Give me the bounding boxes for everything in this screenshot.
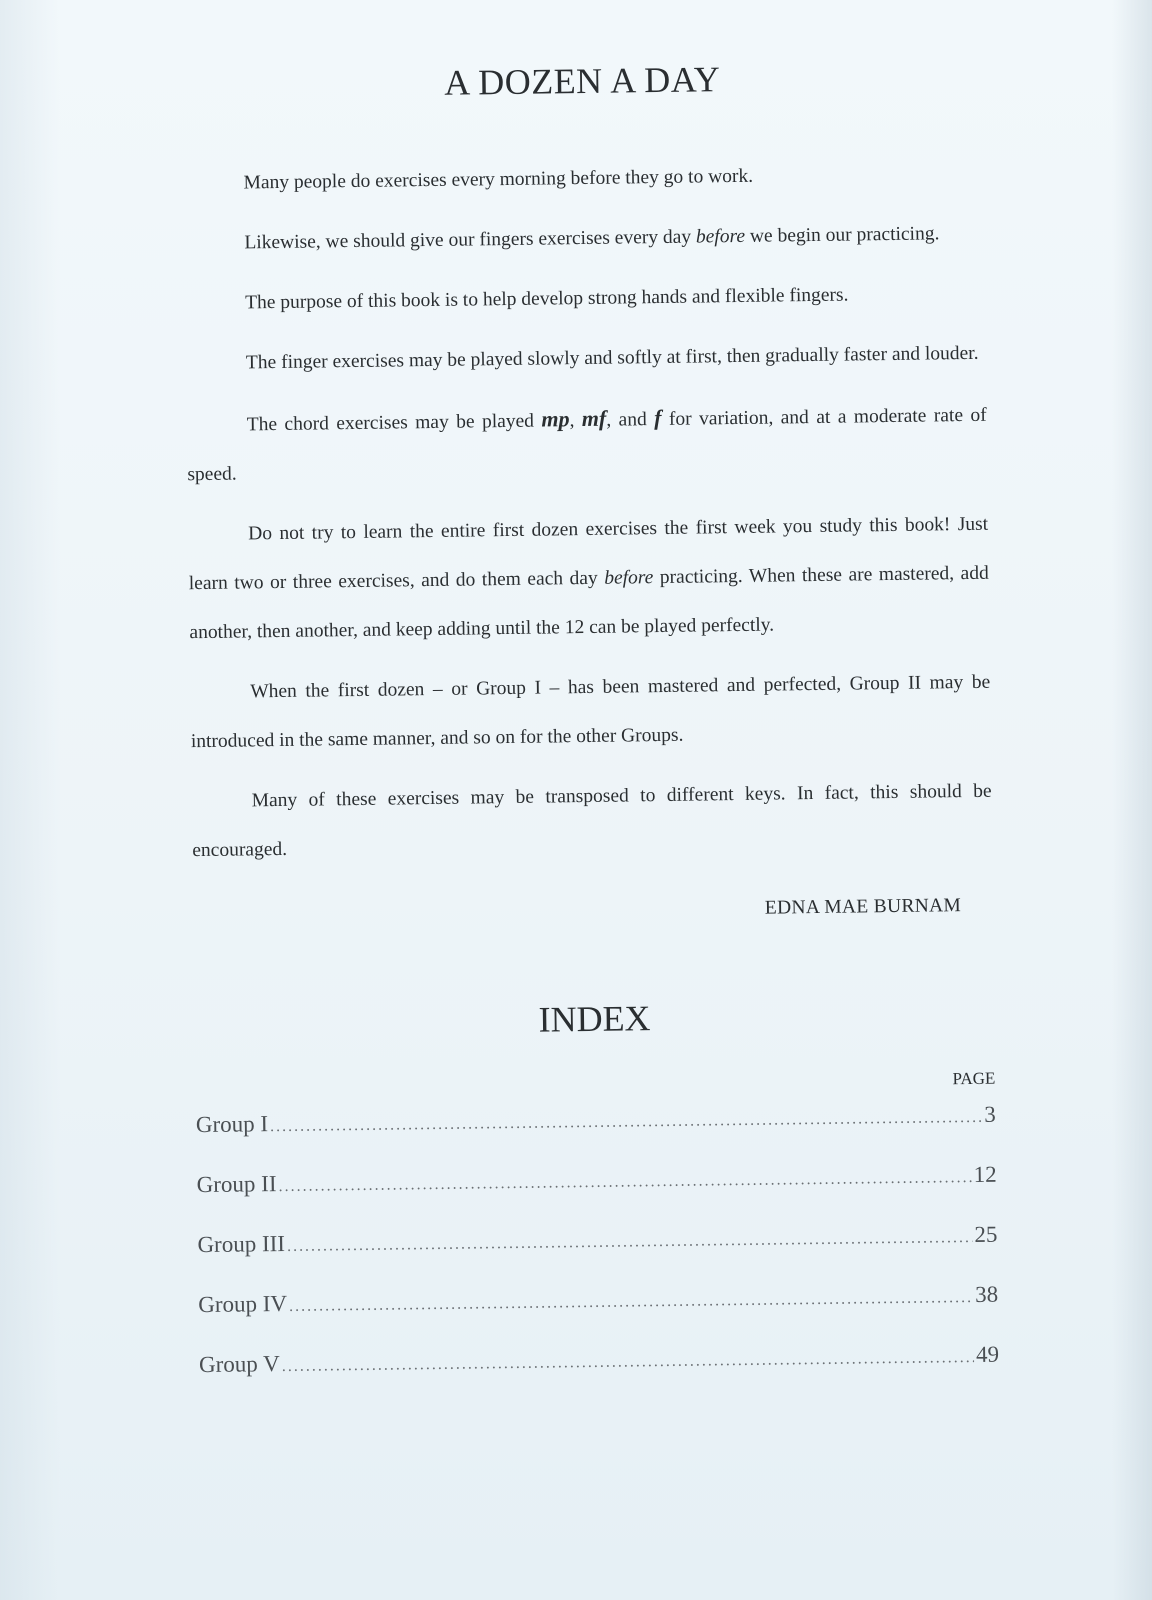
paragraph-6-text-b: practicing. When these are mastered, add another, then another, and keep adding until the 12 can be played perfectly. [189,562,989,644]
index-entry-label: Group I [195,1111,269,1138]
index-entry [198,1275,999,1345]
page-content [182,55,999,1405]
paragraph-1-text: Many people do exercises every morning before they go to work. [243,165,754,194]
index-entry-page: 49 [975,1341,1000,1367]
dot-leader [287,1218,973,1267]
dot-leader [289,1278,974,1327]
paragraph-1 [183,149,984,208]
paragraph-2 [184,209,985,268]
index-entry-label: Group V [198,1351,280,1378]
index-entry [199,1335,1000,1405]
paragraph-8-text: Many of these exercises may be transposed to different keys. In fact, this should be encouraged. [192,780,992,862]
paragraph-5 [186,389,987,499]
index-entry-label: Group II [196,1171,277,1198]
paragraph-3-text: The purpose of this book is to help develop strong hands and flexible fingers. [245,284,849,314]
paragraph-2-text-b: we begin our practicing. [744,223,940,247]
paragraph-4-text: The finger exercises may be played slowly and softly at first, then gradually faster and louder. [245,342,979,374]
paragraph-4 [186,329,987,388]
paragraph-2-text-a: Likewise, we should give our fingers exercises every day [244,226,697,254]
index-entry-label: Group IV [198,1290,288,1318]
dynamic-f: f [653,404,662,431]
paragraph-7-text: When the first dozen – or Group I – has been mastered and perfected, Group II may be introduced in the same manner, and so on for the other Groups. [190,671,991,753]
paragraph-7 [190,658,991,766]
paragraph-6-emphasis: before [604,567,654,589]
index-page-header: PAGE [952,1068,996,1089]
page-title: A DOZEN A DAY [443,59,721,103]
page-shadow-left [0,0,60,1600]
index-entry-label: Group III [197,1230,286,1258]
paragraph-8 [191,767,992,875]
index-entry [196,1095,997,1165]
index-entry-page: 3 [984,1101,996,1127]
index-title: INDEX [538,998,651,1040]
paragraph-6 [188,500,990,657]
paragraph-5-text-b: for variation, and at a moderate rate of speed. [187,404,987,486]
dot-leader [270,1098,983,1147]
index-entry-page: 38 [975,1281,999,1307]
paragraph-5-sep-1: , [569,410,582,432]
paragraph-3 [185,269,986,328]
paragraph-5-text-a: The chord exercises may be played [246,410,542,436]
index-entry [196,1155,997,1225]
index-entry-page: 25 [974,1221,998,1247]
paragraph-5-sep-2: , and [606,409,655,431]
paragraph-2-emphasis: before [695,225,746,248]
dot-leader [282,1338,975,1387]
author-signature: EDNA MAE BURNAM [764,895,962,919]
page-shadow-right [1112,0,1152,1600]
paragraph-6-text-a: Do not try to learn the entire first dozen exercises the first week you study this book! Just learn two or three exercises, and do them each day [188,513,989,595]
dot-leader [278,1158,972,1207]
dynamic-mp: mp [541,406,570,432]
dynamic-mf: mf [581,405,607,432]
index-entry-page: 12 [973,1161,997,1187]
index-entry [197,1215,998,1285]
